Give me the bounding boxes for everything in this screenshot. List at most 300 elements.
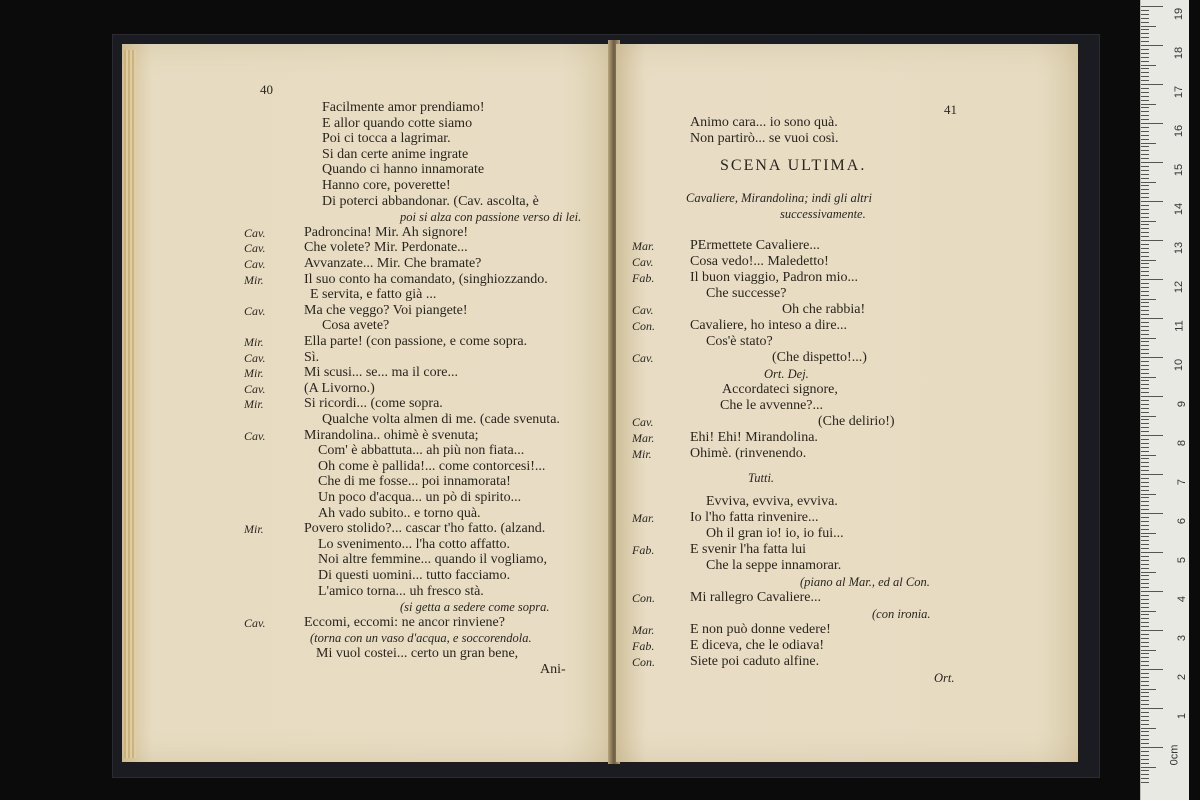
ruler-tick	[1141, 22, 1149, 23]
ruler-tick	[1141, 224, 1149, 225]
ruler-tick	[1141, 49, 1149, 50]
ruler-tick	[1141, 470, 1149, 471]
ruler-label: 9	[1175, 400, 1188, 408]
ruler-tick	[1141, 53, 1149, 54]
ruler-tick	[1141, 552, 1163, 553]
verse-line: PErmettete Cavaliere...	[690, 238, 820, 253]
ruler-tick	[1141, 622, 1149, 623]
verse-line: Ohimè. (rinvenendo.	[690, 446, 807, 461]
ruler-tick	[1141, 193, 1149, 194]
ruler-tick	[1141, 767, 1156, 768]
ruler-tick	[1141, 45, 1163, 46]
right-page-number: 41	[944, 102, 957, 117]
ruler-tick	[1141, 299, 1156, 300]
ruler-tick	[1141, 111, 1149, 112]
ruler-tick	[1141, 396, 1163, 397]
ruler-tick	[1141, 33, 1149, 34]
verse-line: Eccomi, eccomi: ne ancor rinviene?	[304, 614, 505, 630]
ruler-tick	[1141, 158, 1149, 159]
ruler-tick	[1141, 474, 1163, 475]
verse-line: Noi altre femmine... quando il vogliamo,	[318, 552, 548, 568]
ruler-tick	[1141, 455, 1156, 456]
speaker-label: Mir.	[244, 335, 264, 349]
ruler-tick	[1141, 692, 1149, 693]
ruler-tick	[1141, 724, 1149, 725]
ruler-tick	[1141, 770, 1149, 771]
verse-line: Oh come è pallida!... come contorcesi!...	[318, 458, 546, 474]
speaker-label: Mar.	[632, 511, 655, 525]
ruler-tick	[1141, 427, 1149, 428]
ruler-tick	[1141, 18, 1149, 19]
ruler-tick	[1141, 287, 1149, 288]
verse-line: Di poterci abbandonar. (Cav. ascolta, è	[322, 193, 539, 209]
ruler-tick	[1141, 182, 1156, 183]
ruler-tick	[1141, 763, 1149, 764]
ruler-tick	[1141, 462, 1149, 463]
ruler-tick	[1141, 248, 1149, 249]
ruler-tick	[1141, 6, 1163, 7]
verse-line: Mi rallegro Cavaliere...	[690, 590, 822, 605]
ruler-tick	[1141, 88, 1149, 89]
verse-line: Cosa vedo!... Maledetto!	[690, 254, 829, 269]
speaker-label: Mir.	[244, 366, 264, 381]
ruler-tick	[1141, 365, 1149, 366]
speaker-label: Fab.	[632, 543, 655, 557]
verse-line: (Che delirio!)	[818, 414, 895, 429]
speaker-label: Con.	[632, 319, 656, 333]
verse-line: Avvanzate... Mir. Che bramate?	[304, 256, 482, 271]
ruler-tick	[1141, 174, 1149, 175]
ruler-tick	[1141, 451, 1149, 452]
ruler-tick	[1141, 700, 1149, 701]
ruler-tick	[1141, 568, 1149, 569]
ruler-tick	[1141, 494, 1156, 495]
scene-title: SCENA ULTIMA.	[720, 157, 867, 174]
ruler-tick	[1141, 435, 1163, 436]
speaker-label: Cav.	[632, 351, 654, 365]
verse-line: (piano al Mar., ed al Con.	[800, 575, 930, 589]
verse-line: Lo svenimento... l'ha cotto affatto.	[318, 536, 510, 552]
ruler-label: 4	[1175, 595, 1188, 603]
ruler-tick	[1141, 244, 1149, 245]
verse-line: poi si alza con passione verso di lei.	[400, 210, 582, 225]
right-page	[616, 44, 1078, 762]
verse-line: Che volete? Mir. Perdonate...	[304, 240, 468, 256]
ruler-tick	[1141, 322, 1149, 323]
ruler-tick	[1141, 166, 1149, 167]
ruler-tick	[1141, 739, 1149, 740]
ruler-tick	[1141, 704, 1149, 705]
ruler-tick	[1141, 466, 1149, 467]
speaker-label: Cav.	[244, 225, 266, 240]
ruler-label: 5	[1175, 556, 1188, 564]
verse-line: (con ironia.	[872, 607, 931, 621]
ruler-tick	[1141, 310, 1149, 311]
ruler-tick	[1141, 92, 1149, 93]
ruler-tick	[1141, 361, 1149, 362]
ruler-label: 1	[1175, 712, 1188, 720]
speaker-label: Cav.	[632, 415, 654, 429]
ruler-tick	[1141, 96, 1149, 97]
ruler-tick	[1141, 587, 1149, 588]
ruler-tick	[1141, 536, 1149, 537]
ruler-tick	[1141, 603, 1149, 604]
ruler-label: 16	[1172, 124, 1185, 138]
ruler-tick	[1141, 252, 1149, 253]
ruler-tick	[1141, 154, 1149, 155]
ruler-tick	[1141, 591, 1163, 592]
ruler-tick	[1141, 68, 1149, 69]
ruler-tick	[1141, 345, 1149, 346]
speaker-label: Mir.	[244, 397, 264, 412]
ruler-tick	[1141, 256, 1149, 257]
ruler-tick	[1141, 369, 1149, 370]
verse-line: Ehi! Ehi! Mirandolina.	[690, 430, 818, 445]
verse-line: Che successe?	[706, 286, 787, 301]
ruler-tick	[1141, 283, 1149, 284]
ruler-tick	[1141, 607, 1149, 608]
ruler-tick	[1141, 295, 1149, 296]
verse-line: Il suo conto ha comandato, (singhiozzando.	[304, 271, 548, 287]
ruler-tick	[1141, 326, 1149, 327]
ruler-tick	[1141, 338, 1156, 339]
speaker-label: Fab.	[632, 271, 655, 285]
verse-line: Accordateci signore,	[722, 382, 838, 397]
ruler-label: 12	[1172, 280, 1185, 294]
ruler-tick	[1141, 728, 1156, 729]
ruler-tick	[1141, 131, 1149, 132]
ruler-tick	[1141, 716, 1149, 717]
ruler-tick	[1141, 388, 1149, 389]
ruler-tick	[1141, 548, 1149, 549]
ruler-tick	[1141, 595, 1149, 596]
verse-line: Io l'ho fatta rinvenire...	[690, 510, 819, 525]
ruler-tick	[1141, 759, 1149, 760]
verse-line: (A Livorno.)	[304, 380, 375, 396]
verse-line: Si ricordi... (come sopra.	[304, 396, 443, 412]
speaker-label: Mir.	[244, 522, 264, 537]
ruler-tick	[1141, 685, 1149, 686]
ruler-tick	[1141, 712, 1149, 713]
left-page-number: 40	[260, 82, 273, 97]
speaker-label: Cav.	[632, 255, 654, 269]
ruler-tick	[1141, 708, 1163, 709]
ruler-tick	[1141, 509, 1149, 510]
verse-line: Che le avvenne?...	[720, 398, 824, 413]
ruler-tick	[1141, 84, 1163, 85]
ruler-tick	[1141, 412, 1149, 413]
ruler-tick	[1141, 213, 1149, 214]
ruler-tick	[1141, 782, 1149, 783]
right-top-line-1: Animo cara... io sono quà.	[690, 115, 838, 130]
ruler-tick	[1141, 146, 1149, 147]
verse-line: Si dan certe anime ingrate	[322, 146, 469, 162]
ruler-tick	[1141, 521, 1149, 522]
ruler-tick	[1141, 29, 1149, 30]
speaker-label: Cav.	[244, 615, 266, 630]
ruler-tick	[1141, 209, 1149, 210]
verse-line: Ma che veggo? Voi piangete!	[304, 302, 468, 318]
verse-line: Ort.	[934, 671, 955, 685]
ruler-tick	[1141, 14, 1149, 15]
ruler-tick	[1141, 419, 1149, 420]
ruler-tick	[1141, 341, 1149, 342]
ruler-tick	[1141, 556, 1149, 557]
verse-line: Ah vado subito.. e torno quà.	[318, 505, 481, 521]
ruler-tick	[1141, 458, 1149, 459]
verse-line: Il buon viaggio, Padron mio...	[690, 270, 858, 285]
speaker-label: Cav.	[244, 428, 266, 443]
verse-line: L'amico torna... uh fresco stà.	[318, 583, 484, 599]
verse-line: Cos'è stato?	[706, 334, 773, 349]
speaker-label: Mar.	[632, 623, 655, 637]
verse-line: Padroncina! Mir. Ah signore!	[304, 224, 469, 240]
ruler-tick	[1141, 400, 1149, 401]
ruler-tick	[1141, 392, 1149, 393]
ruler-label: 2	[1175, 673, 1188, 681]
ruler-tick	[1141, 170, 1149, 171]
ruler-tick	[1141, 72, 1149, 73]
ruler-tick	[1141, 642, 1149, 643]
ruler-label: 8	[1175, 439, 1188, 447]
ruler-tick	[1141, 240, 1163, 241]
ruler-tick	[1141, 143, 1156, 144]
verse-line: Tutti.	[748, 471, 775, 485]
verse-line: Com' è abbattuta... ah più non fiata...	[318, 443, 525, 459]
verse-line: Mi scusi... se... ma il core...	[304, 365, 458, 381]
ruler-tick	[1141, 135, 1149, 136]
speaker-label: Mar.	[632, 431, 655, 445]
ruler-tick	[1141, 564, 1149, 565]
ruler-tick	[1141, 80, 1149, 81]
ruler-tick	[1141, 657, 1149, 658]
ruler-tick	[1141, 720, 1149, 721]
verse-line: Mi vuol costei... certo un gran bene,	[316, 646, 519, 661]
ruler-tick	[1141, 696, 1149, 697]
speaker-label: Cav.	[244, 381, 266, 396]
ruler-tick	[1141, 490, 1149, 491]
ruler-tick	[1141, 205, 1149, 206]
ruler-tick	[1141, 673, 1149, 674]
verse-line: Cavaliere, ho inteso a dire...	[690, 318, 848, 333]
ruler-tick	[1141, 228, 1149, 229]
ruler-tick	[1141, 221, 1156, 222]
ruler-tick	[1141, 349, 1149, 350]
verse-line: (torna con un vaso d'acqua, e soccorendola.	[310, 631, 532, 646]
verse-line: Poi ci tocca a lagrimar.	[322, 131, 451, 147]
ruler-tick	[1141, 630, 1163, 631]
ruler-tick	[1141, 178, 1149, 179]
speaker-label: Mar.	[632, 239, 655, 253]
ruler-label: 6	[1175, 517, 1188, 525]
ruler-tick	[1141, 751, 1149, 752]
ruler-tick	[1141, 185, 1149, 186]
ruler-tick	[1141, 599, 1149, 600]
ruler-tick	[1141, 104, 1156, 105]
ruler-tick	[1141, 661, 1149, 662]
ruler-tick	[1141, 626, 1149, 627]
ruler-tick	[1141, 330, 1149, 331]
speaker-label: Cav.	[244, 241, 266, 256]
ruler-tick	[1141, 189, 1149, 190]
ruler-tick	[1141, 743, 1149, 744]
right-top-line-2: Non partirò... se vuoi così.	[690, 131, 839, 146]
verse-line: Ella parte! (con passione, e come sopra.	[304, 334, 528, 349]
speaker-label: Cav.	[244, 257, 266, 271]
verse-line: (si getta a sedere come sopra.	[400, 600, 550, 615]
ruler-tick	[1141, 404, 1149, 405]
measurement-ruler	[1140, 0, 1189, 800]
ruler-tick	[1141, 774, 1149, 775]
ruler-tick	[1141, 579, 1149, 580]
verse-line: Cosa avete?	[322, 318, 390, 334]
ruler-tick	[1141, 306, 1149, 307]
verse-line: Evviva, evviva, evviva.	[706, 494, 838, 509]
ruler-tick	[1141, 544, 1149, 545]
ruler-tick	[1141, 201, 1163, 202]
verse-line: Mirandolina.. ohimè è svenuta;	[304, 427, 479, 443]
ruler-tick	[1141, 778, 1149, 779]
ruler-label: 19	[1172, 7, 1185, 21]
verse-line: Che di me fosse... poi innamorata!	[318, 474, 511, 490]
verse-line: Siete poi caduto alfine.	[690, 654, 820, 669]
ruler-tick	[1141, 665, 1149, 666]
ruler-tick	[1141, 314, 1149, 315]
ruler-tick	[1141, 26, 1156, 27]
ruler-tick	[1141, 100, 1149, 101]
ruler-tick	[1141, 377, 1156, 378]
verse-line: E allor quando cotte siamo	[322, 115, 473, 131]
ruler-tick	[1141, 416, 1156, 417]
ruler-tick	[1141, 107, 1149, 108]
ruler-tick	[1141, 357, 1163, 358]
ruler-tick	[1141, 271, 1149, 272]
ruler-tick	[1141, 614, 1149, 615]
ruler-tick	[1141, 447, 1149, 448]
ruler-tick	[1141, 735, 1149, 736]
page-edge-stack	[124, 50, 136, 758]
ruler-tick	[1141, 731, 1149, 732]
speaker-label: Cav.	[244, 350, 266, 365]
ruler-tick	[1141, 302, 1149, 303]
ruler-tick	[1141, 513, 1163, 514]
ruler-tick	[1141, 423, 1149, 424]
ruler-tick	[1141, 439, 1149, 440]
verse-line: Ort. Dej.	[764, 367, 809, 381]
ruler-label: 7	[1175, 478, 1188, 486]
verse-line: E diceva, che le odiava!	[690, 638, 825, 653]
ruler-label: 3	[1175, 634, 1188, 642]
ruler-tick	[1141, 291, 1149, 292]
ruler-tick	[1141, 119, 1149, 120]
ruler-tick	[1141, 197, 1149, 198]
ruler-tick	[1141, 681, 1149, 682]
ruler-tick	[1141, 123, 1163, 124]
ruler-tick	[1141, 37, 1149, 38]
ruler-tick	[1141, 533, 1156, 534]
ruler-tick	[1141, 267, 1149, 268]
ruler-tick	[1141, 669, 1163, 670]
verse-line: E svenir l'ha fatta lui	[690, 542, 807, 557]
ruler-label: 18	[1172, 46, 1185, 60]
scene-direction-1: Cavaliere, Mirandolina; indi gli altri	[686, 191, 872, 205]
ruler-tick	[1141, 115, 1149, 116]
ruler-tick	[1141, 575, 1149, 576]
ruler-tick	[1141, 540, 1149, 541]
ruler-tick	[1141, 634, 1149, 635]
ruler-label: 0cm	[1168, 744, 1181, 766]
ruler-tick	[1141, 76, 1149, 77]
ruler-tick	[1141, 497, 1149, 498]
ruler-tick	[1141, 478, 1149, 479]
ruler-tick	[1141, 650, 1156, 651]
ruler-tick	[1141, 486, 1149, 487]
ruler-tick	[1141, 646, 1149, 647]
ruler-label: 17	[1172, 85, 1185, 99]
ruler-tick	[1141, 260, 1156, 261]
ruler-tick	[1141, 611, 1156, 612]
ruler-tick	[1141, 61, 1149, 62]
speaker-label: Mir.	[632, 447, 652, 461]
ruler-tick	[1141, 139, 1149, 140]
ruler-tick	[1141, 755, 1149, 756]
verse-line: Sì.	[304, 349, 320, 365]
ruler-tick	[1141, 57, 1149, 58]
ruler-tick	[1141, 501, 1149, 502]
verse-line: Oh che rabbia!	[782, 302, 866, 317]
ruler-tick	[1141, 373, 1149, 374]
ruler-tick	[1141, 10, 1149, 11]
ruler-tick	[1141, 334, 1149, 335]
ruler-tick	[1141, 677, 1149, 678]
ruler-tick	[1141, 482, 1149, 483]
ruler-tick	[1141, 431, 1149, 432]
speaker-label: Cav.	[632, 303, 654, 317]
verse-line: Ani-	[540, 661, 566, 677]
ruler-tick	[1141, 65, 1156, 66]
ruler-tick	[1141, 747, 1163, 748]
ruler-tick	[1141, 689, 1156, 690]
ruler-tick	[1141, 529, 1149, 530]
verse-line: E servita, e fatto già ...	[310, 287, 437, 303]
verse-line: Un poco d'acqua... un pò di spirito...	[318, 490, 522, 505]
ruler-label: 10	[1172, 358, 1185, 372]
ruler-tick	[1141, 517, 1149, 518]
ruler-label: 14	[1172, 202, 1185, 216]
ruler-tick	[1141, 353, 1149, 354]
ruler-label: 15	[1172, 163, 1185, 177]
ruler-tick	[1141, 505, 1149, 506]
verse-line: Che la seppe innamorar.	[706, 558, 842, 573]
ruler-tick	[1141, 279, 1163, 280]
ruler-tick	[1141, 618, 1149, 619]
ruler-tick	[1141, 653, 1149, 654]
ruler-tick	[1141, 127, 1149, 128]
speaker-label: Mir.	[244, 272, 264, 287]
ruler-label: 11	[1173, 320, 1186, 332]
ruler-tick	[1141, 236, 1149, 237]
ruler-tick	[1141, 232, 1149, 233]
ruler-tick	[1141, 525, 1149, 526]
ruler-tick	[1141, 638, 1149, 639]
scene-direction-2: successivamente.	[780, 207, 866, 221]
verse-line: Facilmente amor prendiamo!	[322, 100, 485, 115]
verse-line: Povero stolido?... cascar t'ho fatto. (alzand.	[304, 521, 546, 537]
ruler-tick	[1141, 443, 1149, 444]
speaker-label: Con.	[632, 655, 656, 669]
speaker-label: Con.	[632, 591, 656, 605]
ruler-tick	[1141, 408, 1149, 409]
